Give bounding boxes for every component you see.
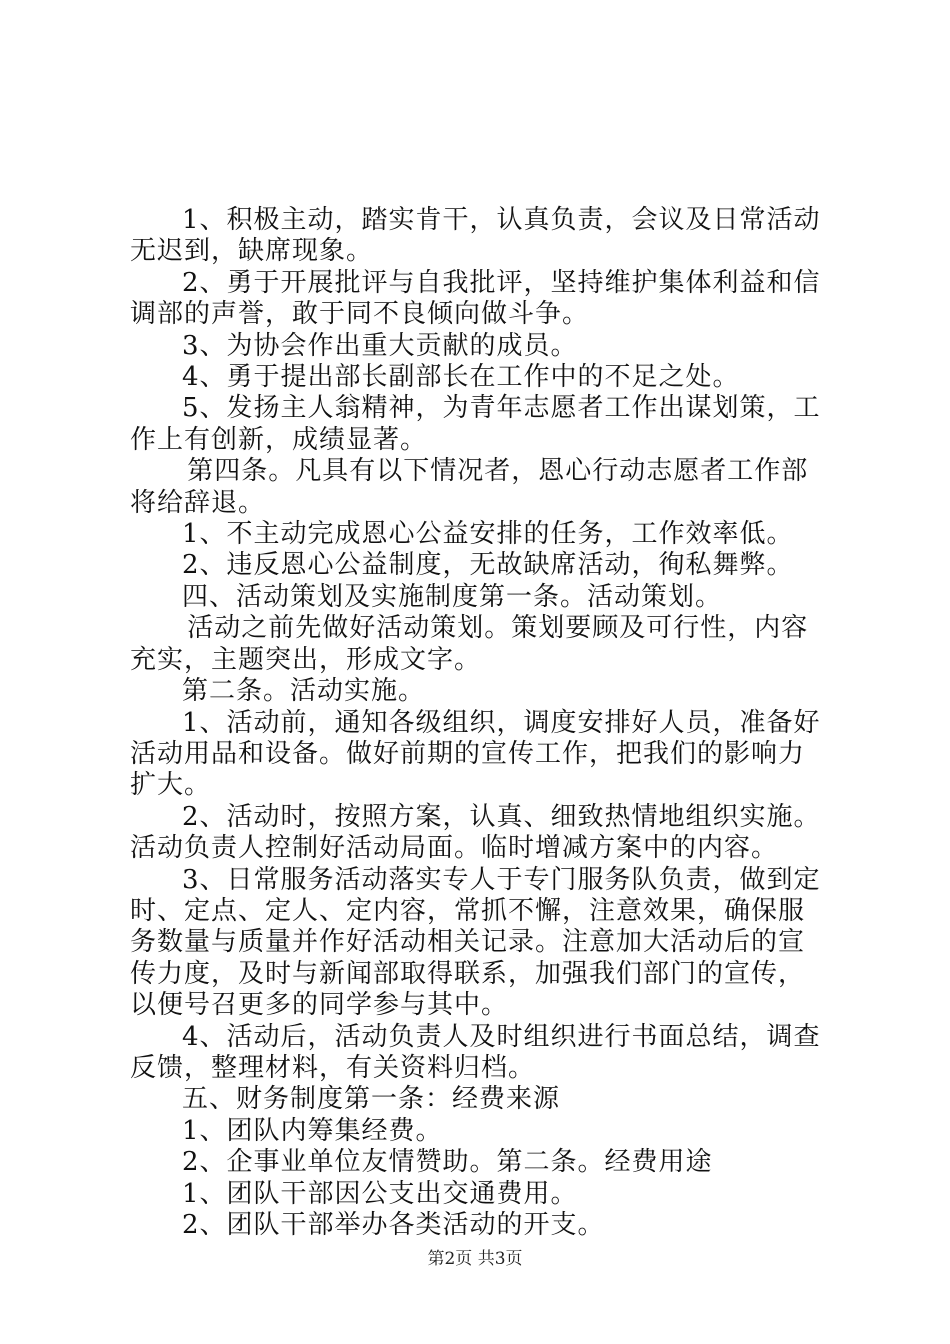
paragraph-11: 第二条。活动实施。 [182, 676, 426, 707]
document-body [130, 205, 830, 1241]
paragraph-18: 2、企事业单位友情赞助。第二条。经费用途 [182, 1147, 713, 1178]
paragraph-10: 活动之前先做好活动策划。策划要顾及可行性，内容充实，主题突出，形成文字。 [130, 613, 809, 675]
paragraph-1: 1、积极主动，踏实肯干，认真负责，会议及日常活动无迟到，缺席现象。 [130, 205, 821, 267]
paragraph-3: 3、为协会作出重大贡献的成员。 [182, 330, 578, 361]
paragraph-13: 2、活动时，按照方案，认真、细致热情地组织实施。活动负责人控制好活动局面。临时增减方案中的内容。 [130, 801, 821, 864]
page-number-footer: 第2页 共3页 [427, 1249, 523, 1269]
paragraph-12: 1、活动前，通知各级组织，调度安排好人员，准备好活动用品和设备。做好前期的宣传工作，把我们的影响力扩大。 [130, 707, 821, 801]
paragraph-8: 2、违反恩心公益制度，无故缺席活动，徇私舞弊。 [182, 550, 794, 581]
paragraph-5: 5、发扬主人翁精神，为青年志愿者工作出谋划策，工作上有创新，成绩显著。 [130, 393, 821, 455]
paragraph-17: 1、团队内筹集经费。 [182, 1115, 443, 1146]
paragraph-7: 1、不主动完成恩心公益安排的任务，工作效率低。 [182, 519, 794, 550]
paragraph-4: 4、勇于提出部长副部长在工作中的不足之处。 [182, 362, 740, 393]
paragraph-19: 1、团队干部因公支出交通费用。 [182, 1178, 578, 1209]
paragraph-6: 第四条。凡具有以下情况者，恩心行动志愿者工作部将给辞退。 [130, 456, 809, 518]
paragraph-14: 3、日常服务活动落实专人于专门服务队负责，做到定时、定点、定人、定内容，常抓不懈，注意效果，确保服务数量与质量并作好活动相关记录。注意加大活动后的宣传力度，及时与新闻部取得联系，加强我们部门的宣传，以便号召更多的同学参与其中。 [130, 864, 821, 1021]
paragraph-16: 五、财务制度第一条：经费来源 [182, 1084, 561, 1115]
paragraph-20: 2、团队干部举办各类活动的开支。 [182, 1210, 605, 1240]
paragraph-2: 2、勇于开展批评与自我批评，坚持维护集体利益和信调部的声誉，敢于同不良倾向做斗争。 [130, 267, 821, 330]
paragraph-15: 4、活动后，活动负责人及时组织进行书面总结，调查反馈，整理材料，有关资料归档。 [130, 1021, 821, 1083]
paragraph-9: 四、活动策划及实施制度第一条。活动策划。 [182, 581, 723, 612]
